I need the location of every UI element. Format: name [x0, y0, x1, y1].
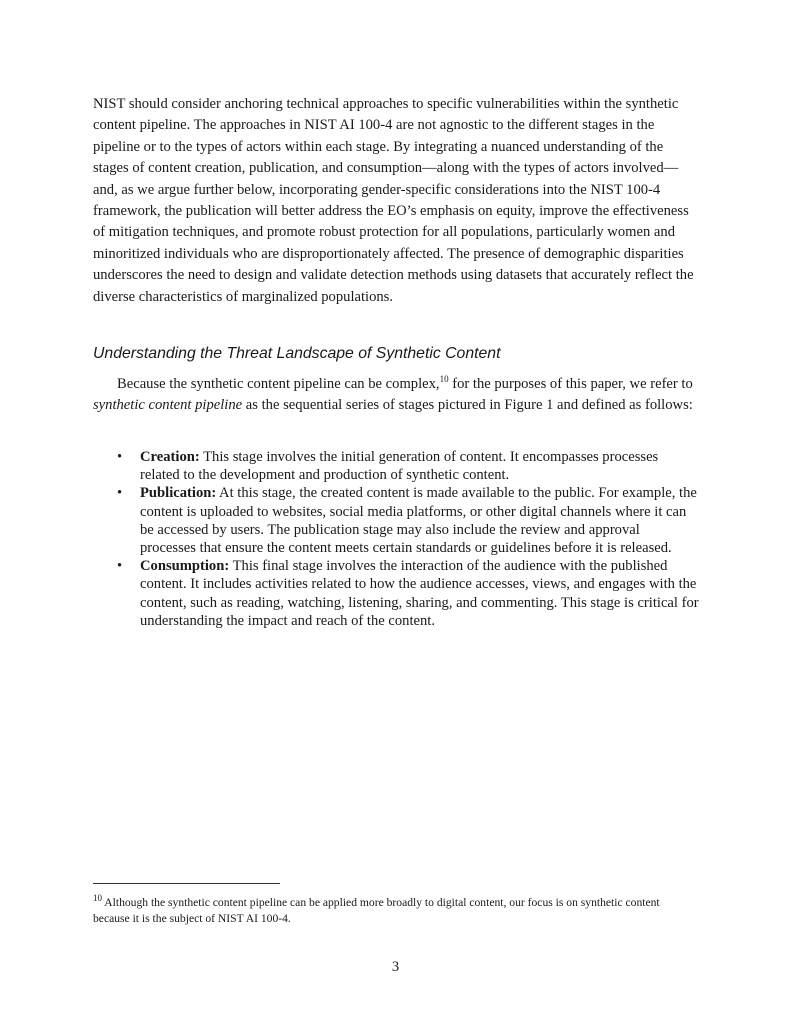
footnote-divider — [93, 883, 280, 884]
footnote-reference: 10 — [439, 374, 449, 385]
pipeline-intro-text-3: as the sequential series of stages pictured in Figure 1 and defined as follows: — [242, 397, 693, 414]
section-heading: Understanding the Threat Landscape of Synthetic Content — [93, 345, 501, 362]
stage-description: At this stage, the created content is made available to the public. For example, the content is uploaded to websites, social media platforms, or other digital channels where it can be accessed by users. The publication stage may also include the review and approval processes that ensure the content meets certain standards or guidelines before it is released. — [140, 485, 697, 557]
footnote — [93, 895, 699, 927]
stage-item-consumption — [93, 557, 699, 630]
footnote-number: 10 — [93, 893, 102, 904]
pipeline-intro-paragraph — [93, 374, 699, 417]
pipeline-intro-text-2: for the purposes of this paper, we refer to — [448, 376, 693, 392]
stage-term: Publication: — [140, 485, 217, 502]
stage-description: This final stage involves the interaction of the audience with the published content. It includes activities related to how the audience accesses, views, and engages with the content, such as reading, watching, listening, sharing, and commenting. This stage is critical for understanding the impact and reach of the content. — [140, 558, 699, 629]
stage-item-creation — [93, 448, 699, 484]
stage-list — [93, 448, 699, 630]
stage-term: Creation: — [140, 449, 200, 465]
pipeline-term: synthetic content pipeline — [93, 397, 243, 414]
intro-paragraph: NIST should consider anchoring technical approaches to specific vulnerabilities within the synthetic content pipeline. The approaches in NIST AI 100-4 are not agnostic to the different stages in the pipeline or to the types of actors within each stage. By integrating a nuanced understanding of the stages of content creation, publication, and consumption—along with the types of actors involved—and, as we argue further below, incorporating gender-specific considerations into the NIST 100-4 framework, the publication will better address the EO’s emphasis on equity, improve the effectiveness of mitigation techniques, and promote robust protection for all populations, particularly women and minoritized individuals who are disproportionately affected. The presence of demographic disparities underscores the need to design and validate detection methods using datasets that accurately reflect the diverse characteristics of marginalized populations. — [93, 96, 694, 305]
page-number: 3 — [391, 959, 400, 975]
stage-description: This stage involves the initial generation of content. It encompasses processes related to the development and production of synthetic content. — [140, 449, 659, 484]
pipeline-intro-text-1: Because the synthetic content pipeline can be complex, — [117, 376, 440, 392]
bullet-icon: • — [117, 558, 123, 575]
bullet-icon: • — [117, 485, 123, 502]
stage-item-publication — [93, 484, 699, 557]
bullet-icon: • — [117, 449, 123, 465]
stage-term: Consumption: — [140, 558, 230, 575]
footnote-text: Although the synthetic content pipeline can be applied more broadly to digital content, our focus is on synthetic content because it is the subject of NIST AI 100-4. — [93, 896, 660, 925]
